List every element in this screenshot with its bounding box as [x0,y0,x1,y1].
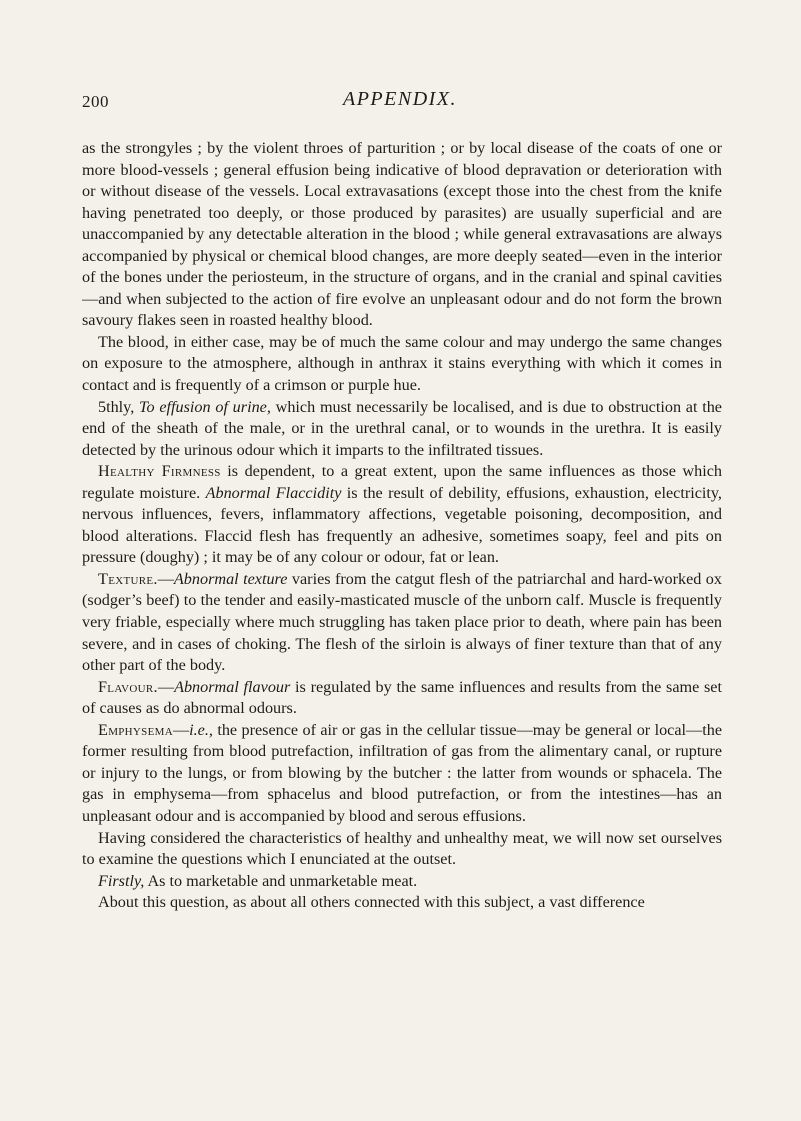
paragraph-healthy-firmness: Healthy Firmness is dependent, to a great extent, upon the same influences as those which regulate moisture. Abnormal Flaccidity is the result of debility, effusions, exhaustion, electricity, nervous influences, fevers, inflammatory affections, vegetable poisoning, decomposition, and blood alterations. Flaccid flesh has frequently an adhesive, sometimes soapy, feel and pits on pressure (doughy) ; it may be of any colour or odour, fat or lean. [82,462,722,567]
page-number: 200 [82,92,109,111]
running-head: APPENDIX. [342,88,458,110]
section-heading: Healthy Firmness [98,462,221,481]
paragraph-emphysema: Emphysema—i.e., the presence of air or gas in the cellular tissue—may be general or local—the former resulting from blood putrefaction, infiltration of gas from the alimentary canal, or rupture or injury to the lungs, or from blowing by the butcher : the latter from wounds or sphacela. The gas in emphysema—from sphacelus and blood putrefaction, or from the intestines—has an unpleasant odour and is accompanied by blood and serous effusions. [82,720,722,825]
paragraph-about-this-question: About this question, as about all others connected with this subject, a vast difference [98,893,645,912]
section-heading: Texture. [98,569,158,588]
page-header [82,88,718,116]
page-body [82,138,722,914]
paragraph-blood-colour: The blood, in either case, may be of much the same colour and may undergo the same changes on exposure to the atmosphere, although in anthrax it stains everything with which it comes in contact and is frequently of a crimson or purple hue. [82,332,722,395]
section-heading: Flavour. [98,677,158,696]
paragraph-having-considered: Having considered the characteristics of healthy and unhealthy meat, we will now set ourselves to examine the questions which I enunciated at the outset. [82,828,722,869]
paragraph-firstly: Firstly, As to marketable and unmarketable meat. [98,871,418,890]
paragraph-flavour: Flavour.—Abnormal flavour is regulated by the same influences and results from the same set of causes as do abnormal odours. [82,677,722,718]
paragraph-texture: Texture.—Abnormal texture varies from the catgut flesh of the patriarchal and hard-worked ox (sodger’s beef) to the tender and easily-masticated muscle of the unborn calf. Muscle is frequently very friable, especially where much struggling has taken place prior to death, where pain has been severe, and in cases of choking. The flesh of the sirloin is always of finer texture than that of any other part of the body. [82,569,722,675]
section-heading: Emphysema [98,720,173,739]
paragraph-effusion-of-urine: 5thly, To effusion of urine, which must necessarily be localised, and is due to obstruction at the end of the sheath of the male, or in the urethral canal, or to wounds in the urethra. It is easily detected by the urinous odour which it imparts to the infiltrated tissues. [82,397,722,459]
paragraph-extravasations: as the strongyles ; by the violent throes of parturition ; or by local disease of the coats of one or more blood-vessels ; general effusion being indicative of blood depravation or deterioration with or without disease of the vessels. Local extravasations (except those into the chest from the knife having penetrated too deeply, or those produced by parasites) are usually superficial and are unaccompanied by any detectable alteration in the blood ; while general extravasations are always accompanied by physical or chemical blood changes, are more deeply seated—even in the interior of the bones under the periosteum, in the structure of organs, and in the cranial and spinal cavities—and when subjected to the action of fire evolve an unpleasant odour and do not form the brown savoury flakes seen in roasted healthy blood. [82,139,722,330]
